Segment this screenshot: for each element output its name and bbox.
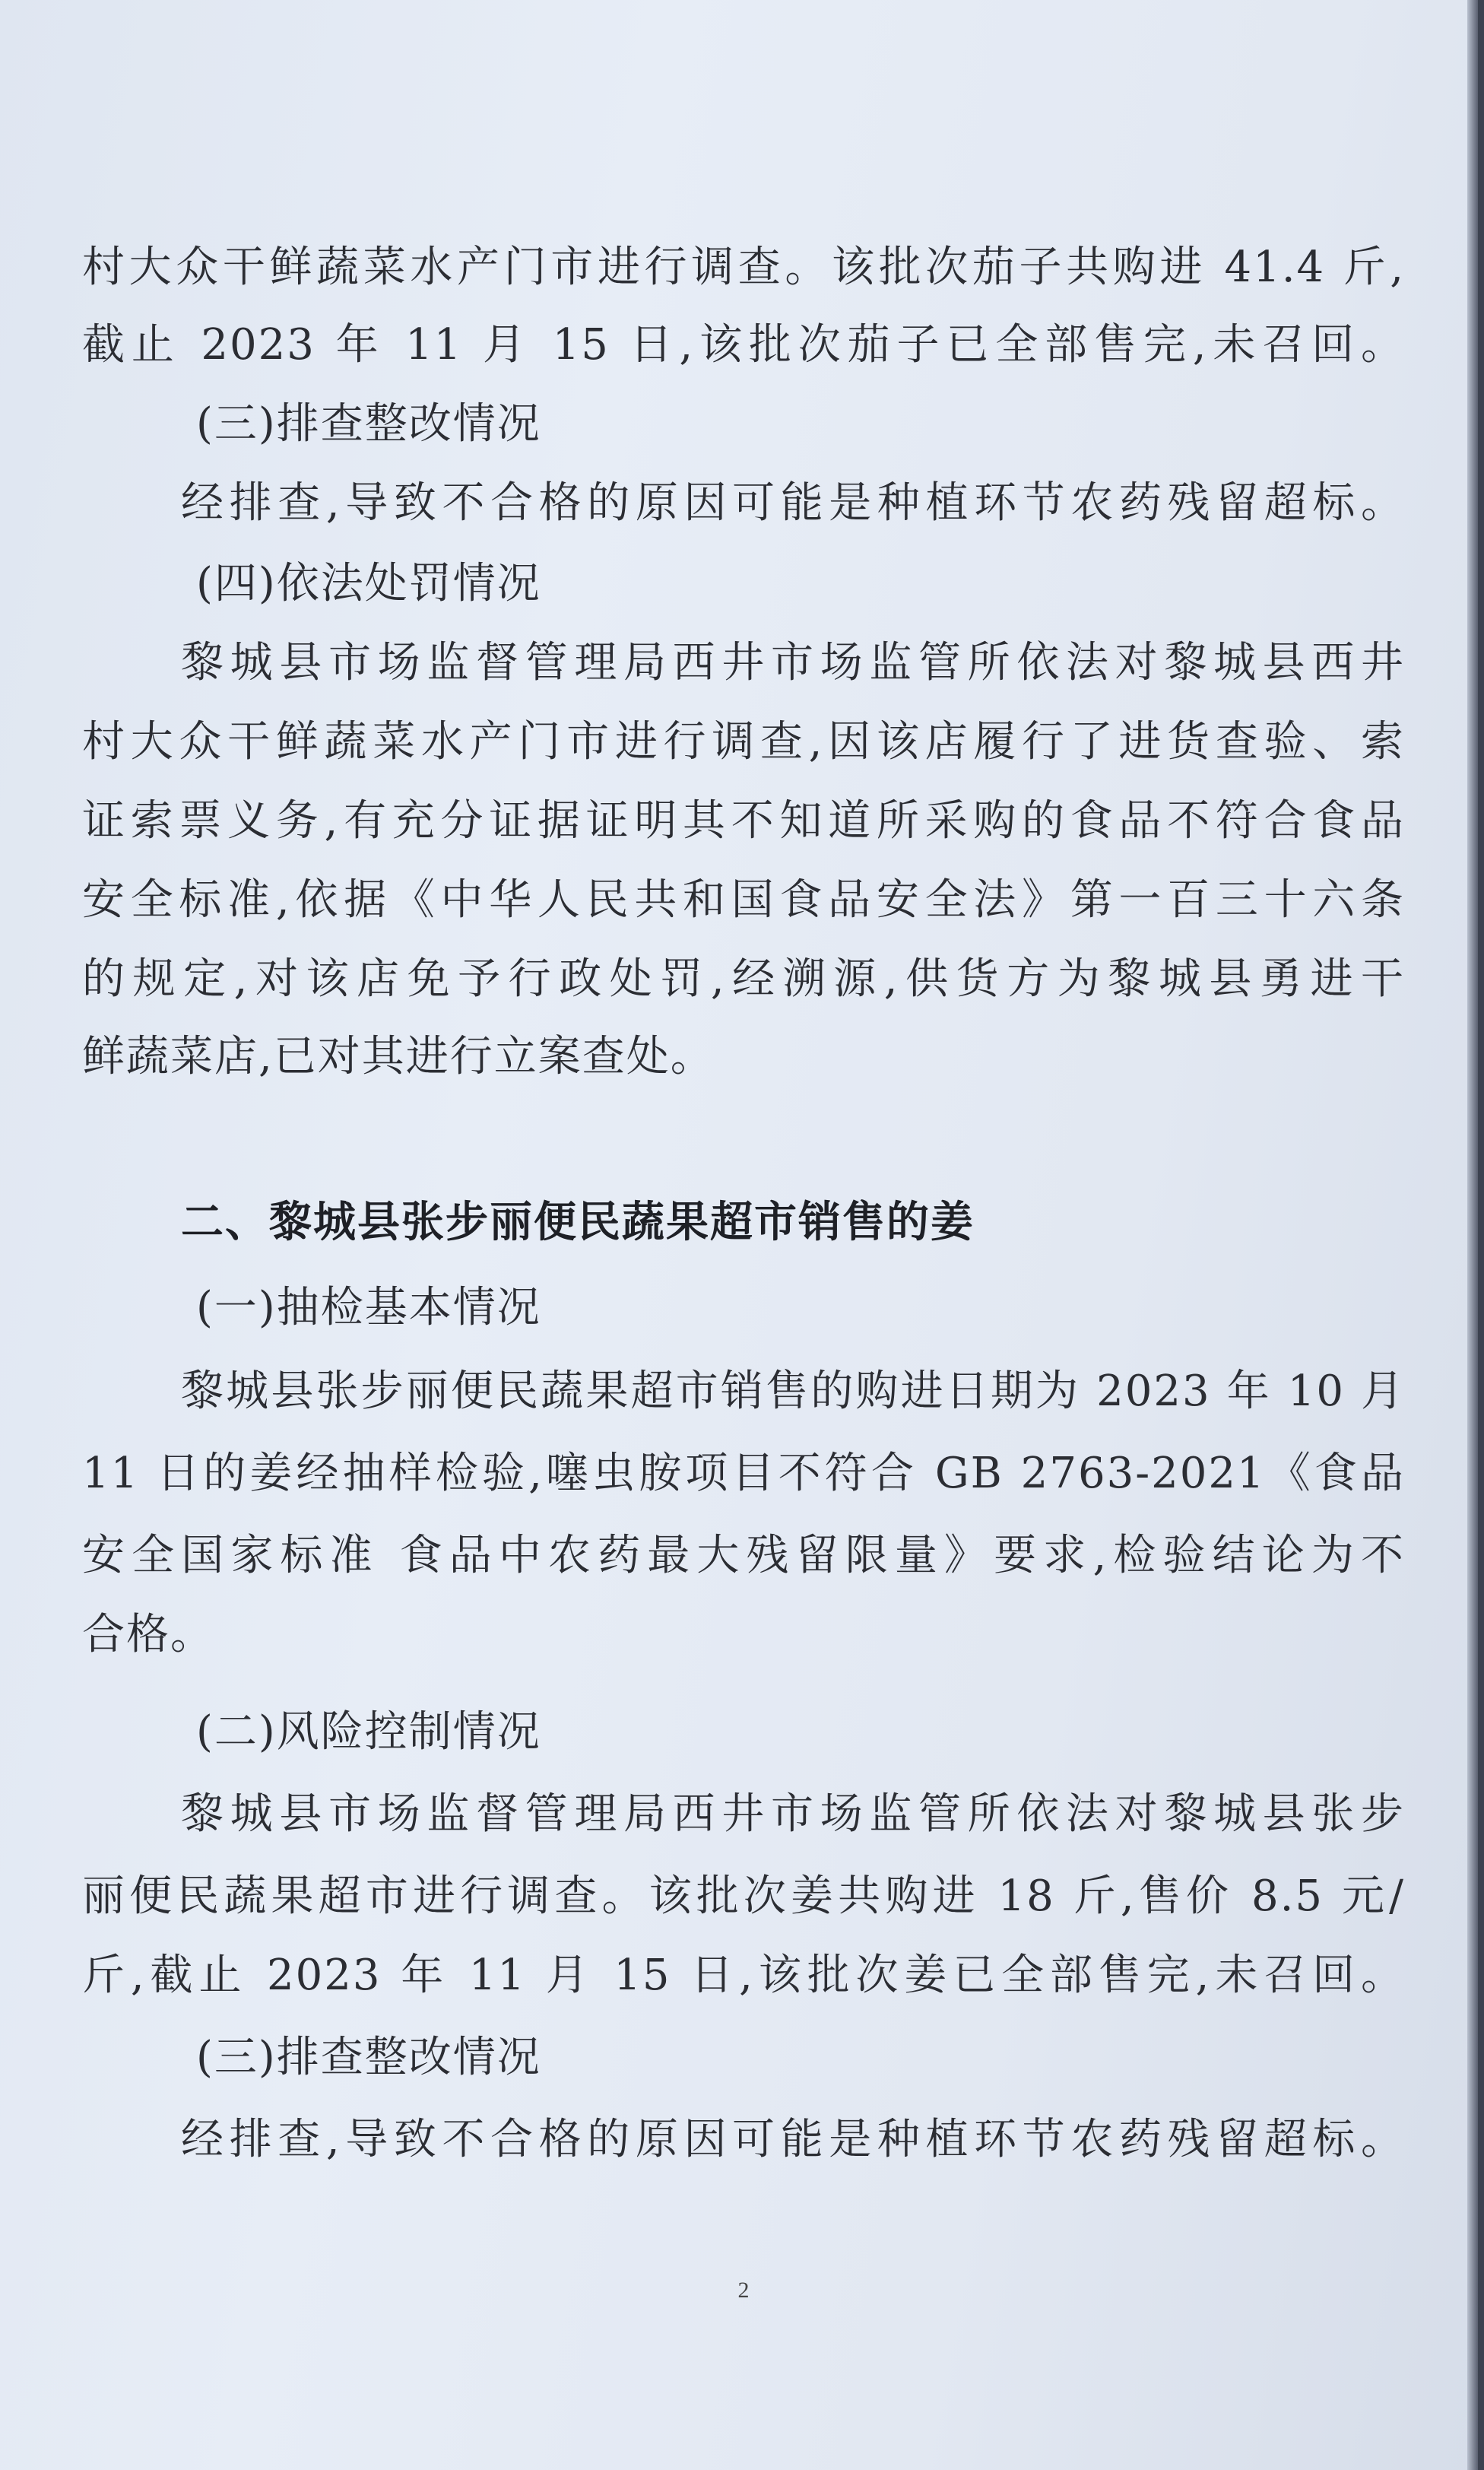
body-line: 安全国家标准 食品中农药最大残留限量》要求,检验结论为不 bbox=[82, 1531, 1405, 1580]
body-line: 经排查,导致不合格的原因可能是种植环节农药残留超标。 bbox=[181, 478, 1405, 528]
subheading: (一)抽检基本情况 bbox=[196, 1283, 541, 1332]
body-line: 丽便民蔬果超市进行调查。该批次姜共购进 18 斤,售价 8.5 元/ bbox=[82, 1872, 1405, 1921]
body-line: 村大众干鲜蔬菜水产门市进行调查。该批次茄子共购进 41.4 斤, bbox=[82, 243, 1405, 292]
page-edge-shadow bbox=[1467, 0, 1478, 2470]
body-line: 安全标准,依据《中华人民共和国食品安全法》第一百三十六条 bbox=[82, 875, 1405, 925]
body-line: 证索票义务,有充分证据证明其不知道所采购的食品不符合食品 bbox=[82, 796, 1405, 846]
subheading: (三)排查整改情况 bbox=[196, 399, 541, 449]
body-line: 斤,截止 2023 年 11 月 15 日,该批次姜已全部售完,未召回。 bbox=[82, 1951, 1405, 2000]
body-line: 黎城县张步丽便民蔬果超市销售的购进日期为 2023 年 10 月 bbox=[181, 1367, 1405, 1416]
body-line: 合格。 bbox=[82, 1610, 214, 1659]
body-line: 黎城县市场监督管理局西井市场监管所依法对黎城县张步 bbox=[181, 1789, 1405, 1839]
body-line: 村大众干鲜蔬菜水产门市进行调查,因该店履行了进货查验、索 bbox=[82, 717, 1405, 767]
subheading: (三)排查整改情况 bbox=[196, 2033, 541, 2082]
body-line: 黎城县市场监督管理局西井市场监管所依法对黎城县西井 bbox=[181, 638, 1405, 687]
page-number: 2 bbox=[737, 2278, 750, 2303]
body-line: 经排查,导致不合格的原因可能是种植环节农药残留超标。 bbox=[181, 2115, 1405, 2164]
body-line: 的规定,对该店免予行政处罚,经溯源,供货方为黎城县勇进干 bbox=[82, 954, 1405, 1004]
body-line: 鲜蔬菜店,已对其进行立案查处。 bbox=[82, 1032, 715, 1081]
body-line: 截止 2023 年 11 月 15 日,该批次茄子已全部售完,未召回。 bbox=[82, 320, 1406, 370]
subheading: (二)风险控制情况 bbox=[196, 1707, 541, 1757]
section-heading: 二、黎城县张步丽便民蔬果超市销售的姜 bbox=[181, 1198, 975, 1247]
subheading: (四)依法处罚情况 bbox=[196, 559, 541, 608]
body-line: 11 日的姜经抽样检验,噻虫胺项目不符合 GB 2763-2021《食品 bbox=[82, 1449, 1405, 1498]
